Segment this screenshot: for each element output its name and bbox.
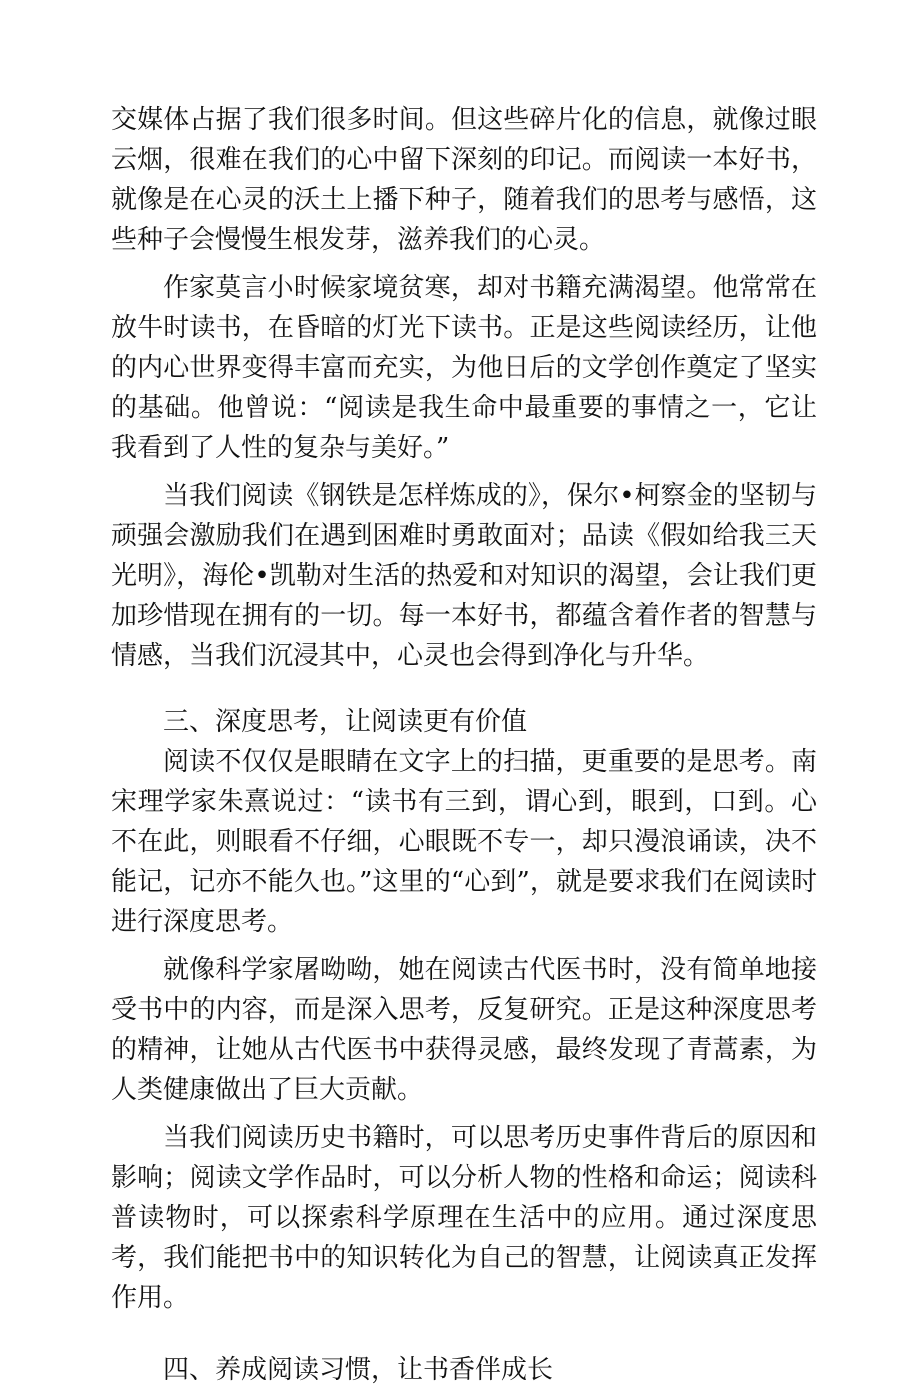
paragraph-reading-thinking: 当我们阅读历史书籍时，可以思考历史事件背后的原因和影响；阅读文学作品时，可以分析人物的性格和命运；阅读科普读物时，可以探索科学原理在生活中的应用。通过深度思考，我们能把书中的知识转化为自己的智慧，让阅读真正发挥作用。 bbox=[111, 1123, 817, 1313]
paragraph-classic-books: 当我们阅读《钢铁是怎样炼成的》，保尔•柯察金的坚韧与顽强会激励我们在遇到困难时勇敢面对；品读《假如给我三天光明》，海伦•凯勒对生活的热爱和对知识的渴望，会让我们更加珍惜现在拥有的一切。每一本好书，都蕴含着作者的智慧与情感，当我们沉浸其中，心灵也会得到净化与升华。 bbox=[111, 481, 817, 671]
paragraph-mo-yan: 作家莫言小时候家境贫寒，却对书籍充满渴望。他常常在放牛时读书，在昏暗的灯光下读书。正是这些阅读经历，让他的内心世界变得丰富而充实，为他日后的文学创作奠定了坚实的基础。他曾说：“阅读是我生命中最重要的事情之一，它让我看到了人性的复杂与美好。” bbox=[111, 273, 817, 463]
paragraph-continuation: 交媒体占据了我们很多时间。但这些碎片化的信息，就像过眼云烟，很难在我们的心中留下深刻的印记。而阅读一本好书，就像是在心灵的沃土上播下种子，随着我们的思考与感悟，这些种子会慢慢生根发芽，滋养我们的心灵。 bbox=[111, 105, 817, 255]
document-body bbox=[111, 100, 817, 1390]
paragraph-tu-youyou: 就像科学家屠呦呦，她在阅读古代医书时，没有简单地接受书中的内容，而是深入思考，反复研究。正是这种深度思考的精神，让她从古代医书中获得灵感，最终发现了青蒿素，为人类健康做出了巨大贡献。 bbox=[111, 955, 817, 1105]
paragraph-zhu-xi: 阅读不仅仅是眼睛在文字上的扫描，更重要的是思考。南宋理学家朱熹说过：“读书有三到，谓心到，眼到，口到。心不在此，则眼看不仔细，心眼既不专一，却只漫浪诵读，决不能记，记亦不能久也。”这里的“心到”，就是要求我们在阅读时进行深度思考。 bbox=[111, 747, 817, 937]
section-heading-deep-thinking: 三、深度思考，让阅读更有价值 bbox=[163, 707, 528, 737]
section-heading-reading-habits: 四、养成阅读习惯，让书香伴成长 bbox=[163, 1355, 554, 1385]
